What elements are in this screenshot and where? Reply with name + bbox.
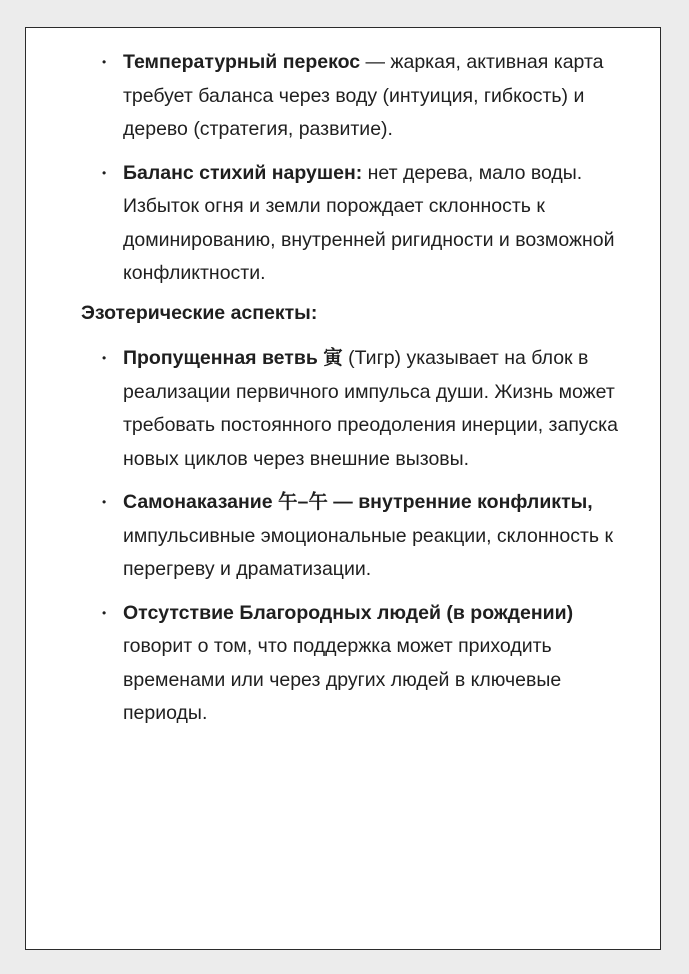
list-item-bold: Баланс стихий нарушен:	[123, 161, 363, 184]
list-item-text: (Тигр) указывает на блок в реализации первичного импульса души. Жизнь может требовать постоянного преодоления инерции, запуска новых циклов через внешние вызовы.	[123, 347, 618, 470]
list-item	[81, 486, 641, 587]
list-item-text: — жаркая, активная карта требует баланса через воду (интуиция, гибкость) и дерево (стратегия, развитие).	[123, 51, 604, 140]
list-item-text: импульсивные эмоциональные реакции, склонность к перегреву и драматизации.	[123, 524, 614, 580]
list-item-text: говорит о том, что поддержка может приходить временами или через других людей в ключевые периоды.	[123, 635, 562, 724]
list-item-bold: Пропущенная ветвь 寅	[123, 347, 343, 369]
bullet-list-top	[81, 46, 641, 291]
bullet-list-bottom	[81, 342, 641, 731]
section-heading: Эзотерические аспекты:	[81, 301, 318, 324]
list-item-bold: Самонаказание 午–午 — внутренние конфликты,	[123, 491, 593, 513]
document-page	[25, 27, 661, 950]
document-content	[81, 46, 641, 741]
list-item	[81, 157, 641, 291]
list-item	[81, 46, 641, 147]
list-item-bold: Отсутствие Благородных людей (в рождении)	[123, 601, 574, 624]
list-item	[81, 342, 641, 476]
list-item	[81, 597, 641, 731]
list-item-text: нет дерева, мало воды. Избыток огня и земли порождает склонность к доминированию, внутренней ригидности и возможной конфликтности.	[123, 161, 615, 284]
list-item-bold: Температурный перекос	[123, 51, 361, 73]
